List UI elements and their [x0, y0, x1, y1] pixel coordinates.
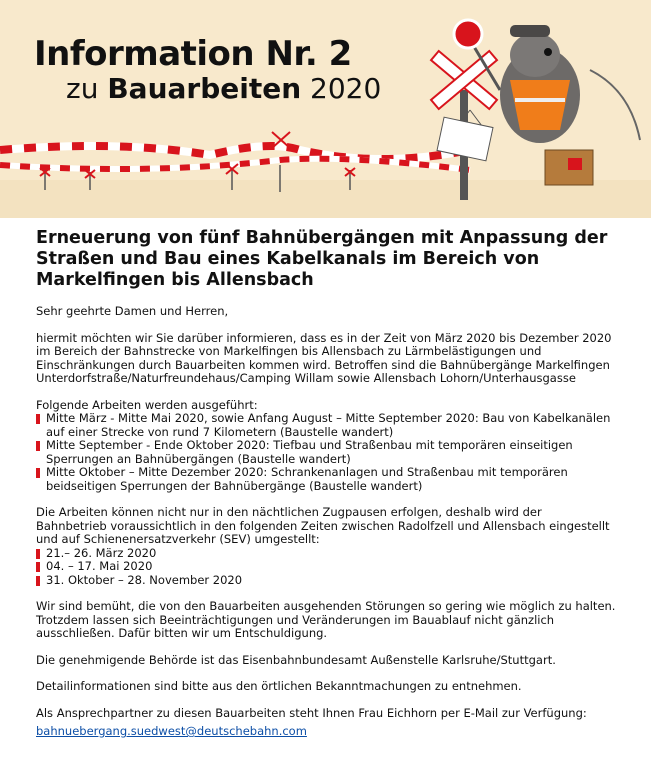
construction-illustration: [0, 0, 651, 218]
contact-paragraph: Als Ansprechpartner zu diesen Bauarbeiten steht Ihnen Frau Eichhorn per E-Mail zur Verfügung:: [36, 705, 587, 720]
page-subtitle: [66, 72, 381, 105]
subtitle-year: 2020: [301, 72, 382, 105]
authority-paragraph: Die genehmigende Behörde ist das Eisenbahnbundesamt Außenstelle Karlsruhe/Stuttgart.: [36, 652, 556, 667]
header-banner: [0, 0, 651, 218]
intro-paragraph: hiermit möchten wir Sie darüber informieren, dass es in der Zeit von März 2020 bis Dezember 2020 im Bereich der Bahnstrecke von Markelfingen bis Allensbach zu Lärmbelästigungen und Einschränkungen durch Bauarbeiten kommen wird. Betroffen sind die Bahnübergänge Markelfingen Unterdorfstraße/Naturfreundehaus/Camping Willam sowie Allensbach Lohorn/Unterhausgasse: [36, 330, 612, 385]
subtitle-prefix: zu: [66, 72, 108, 105]
list-item: Mitte Oktober – Mitte Dezember 2020: Schrankenanlagen und Straßenbau mit temporären beidseitigen Sperrungen der Bahnübergänge (Baustelle wandert): [36, 466, 616, 493]
works-list: [36, 412, 616, 493]
email-link[interactable]: bahnuebergang.suedwest@deutschebahn.com: [36, 724, 307, 738]
details-paragraph: Detailinformationen sind bitte aus den örtlichen Bekanntmachungen zu entnehmen.: [36, 679, 522, 693]
works-intro: Folgende Arbeiten werden ausgeführt:: [36, 397, 258, 412]
sev-section: [36, 506, 616, 587]
list-item: 31. Oktober – 28. November 2020: [36, 574, 616, 588]
subtitle-bold: Bauarbeiten: [107, 72, 302, 105]
document-body: [36, 228, 616, 739]
list-item: Mitte März - Mitte Mai 2020, sowie Anfang August – Mitte September 2020: Bau von Kabelkanälen auf einer Strecke von rund 7 Kilometern (Baustelle wandert): [36, 412, 616, 439]
document-heading: Erneuerung von fünf Bahnübergängen mit Anpassung der Straßen und Bau eines Kabelkanals im Bereich von Markelfingen bis Allensbach: [36, 228, 608, 290]
greeting: Sehr geehrte Damen und Herren,: [36, 304, 229, 318]
apology-paragraph: Wir sind bemüht, die von den Bauarbeiten ausgehenden Störungen so gering wie möglich zu halten. Trotzdem lassen sich Beeinträchtigungen und Veränderungen im Bauablauf nicht gänzlich ausschließen. Dafür bitten wir um Entschuldigung.: [36, 599, 616, 640]
sev-intro: Die Arbeiten können nicht nur in den nächtlichen Zugpausen erfolgen, deshalb wird der Bahnbetrieb voraussichtlich in den folgenden Zeiten zwischen Radolfzell und Allensbach eingestellt und auf Schienenersatzverkehr (SEV) umgestellt:: [36, 505, 610, 546]
works-section: [36, 399, 616, 494]
list-item: 04. – 17. Mai 2020: [36, 560, 616, 574]
list-item: Mitte September - Ende Oktober 2020: Tiefbau und Straßenbau mit temporären einseitigen Sperrungen an Bahnübergängen (Baustelle wandert): [36, 439, 616, 466]
page-title: Information Nr. 2: [34, 34, 352, 74]
sev-dates-list: [36, 547, 616, 588]
list-item: 21.– 26. März 2020: [36, 547, 616, 561]
